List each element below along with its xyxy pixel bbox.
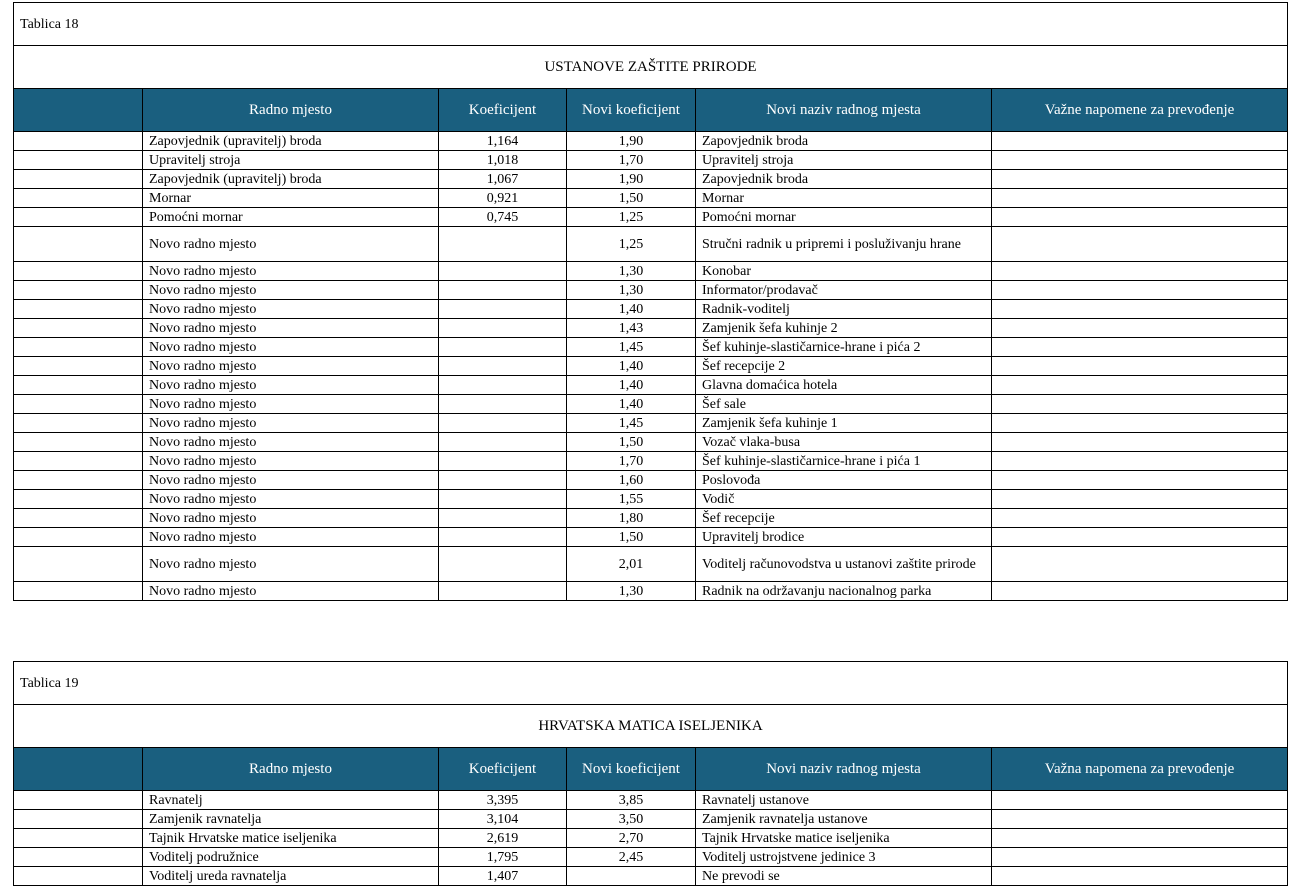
koeficijent-cell — [439, 395, 567, 414]
novi-koeficijent-cell: 1,60 — [567, 471, 696, 490]
table-row — [14, 357, 1288, 376]
koeficijent-cell — [439, 452, 567, 471]
napomena-cell — [992, 262, 1288, 281]
napomena-cell — [992, 376, 1288, 395]
napomena-cell — [992, 281, 1288, 300]
blank-cell — [14, 810, 143, 829]
novi-naziv-cell: Radnik na održavanju nacionalnog parka — [696, 582, 992, 601]
novi-naziv-cell: Zamjenik šefa kuhinje 2 — [696, 319, 992, 338]
novi-naziv-cell: Zapovjednik broda — [696, 170, 992, 189]
novi-koeficijent-cell: 1,55 — [567, 490, 696, 509]
koeficijent-cell — [439, 471, 567, 490]
table-row — [14, 227, 1288, 262]
novi-naziv-cell: Zapovjednik broda — [696, 132, 992, 151]
table-row — [14, 452, 1288, 471]
radno-mjesto-cell: Pomoćni mornar — [143, 208, 439, 227]
novi-koeficijent-cell: 1,30 — [567, 582, 696, 601]
blank-cell — [14, 452, 143, 471]
napomena-cell — [992, 227, 1288, 262]
koeficijent-cell — [439, 414, 567, 433]
koeficijent-cell — [439, 433, 567, 452]
header-novi-koeficijent: Novi koeficijent — [567, 89, 696, 132]
koeficijent-cell: 0,745 — [439, 208, 567, 227]
napomena-cell — [992, 452, 1288, 471]
koeficijent-cell — [439, 357, 567, 376]
blank-cell — [14, 208, 143, 227]
novi-naziv-cell: Ravnatelj ustanove — [696, 791, 992, 810]
napomena-cell — [992, 490, 1288, 509]
novi-naziv-cell: Glavna domaćica hotela — [696, 376, 992, 395]
radno-mjesto-cell: Upravitelj stroja — [143, 151, 439, 170]
napomena-cell — [992, 810, 1288, 829]
table-row — [14, 414, 1288, 433]
novi-naziv-cell: Šef sale — [696, 395, 992, 414]
table-row — [14, 582, 1288, 601]
radno-mjesto-cell: Novo radno mjesto — [143, 471, 439, 490]
koeficijent-cell: 1,795 — [439, 848, 567, 867]
table-title: HRVATSKA MATICA ISELJENIKA — [14, 705, 1288, 748]
table-row — [14, 151, 1288, 170]
radno-mjesto-cell: Novo radno mjesto — [143, 300, 439, 319]
koeficijent-cell: 0,921 — [439, 189, 567, 208]
header-radno-mjesto: Radno mjesto — [143, 748, 439, 791]
novi-naziv-cell: Šef kuhinje-slastičarnice-hrane i pića 2 — [696, 338, 992, 357]
koeficijent-cell — [439, 528, 567, 547]
radno-mjesto-cell: Novo radno mjesto — [143, 547, 439, 582]
blank-cell — [14, 170, 143, 189]
radno-mjesto-cell: Novo radno mjesto — [143, 281, 439, 300]
radno-mjesto-cell: Novo radno mjesto — [143, 452, 439, 471]
radno-mjesto-cell: Zapovjednik (upravitelj) broda — [143, 132, 439, 151]
table-row — [14, 867, 1288, 886]
novi-koeficijent-cell: 2,01 — [567, 547, 696, 582]
radno-mjesto-cell: Novo radno mjesto — [143, 414, 439, 433]
novi-naziv-cell: Upravitelj stroja — [696, 151, 992, 170]
napomena-cell — [992, 395, 1288, 414]
blank-cell — [14, 414, 143, 433]
napomena-cell — [992, 132, 1288, 151]
novi-naziv-cell: Upravitelj brodice — [696, 528, 992, 547]
koeficijent-cell: 3,395 — [439, 791, 567, 810]
table-19 — [13, 661, 1288, 886]
napomena-cell — [992, 848, 1288, 867]
novi-koeficijent-cell: 3,50 — [567, 810, 696, 829]
table-row — [14, 132, 1288, 151]
napomena-cell — [992, 867, 1288, 886]
radno-mjesto-cell: Ravnatelj — [143, 791, 439, 810]
header-koeficijent: Koeficijent — [439, 89, 567, 132]
radno-mjesto-cell: Novo radno mjesto — [143, 319, 439, 338]
blank-cell — [14, 433, 143, 452]
blank-cell — [14, 300, 143, 319]
table-row — [14, 433, 1288, 452]
blank-cell — [14, 395, 143, 414]
blank-cell — [14, 151, 143, 170]
novi-koeficijent-cell: 1,40 — [567, 376, 696, 395]
table-row — [14, 395, 1288, 414]
novi-naziv-cell: Vodič — [696, 490, 992, 509]
napomena-cell — [992, 151, 1288, 170]
radno-mjesto-cell: Novo radno mjesto — [143, 262, 439, 281]
table-row — [14, 189, 1288, 208]
table-row — [14, 829, 1288, 848]
koeficijent-cell: 2,619 — [439, 829, 567, 848]
table-caption: Tablica 18 — [14, 3, 1288, 46]
blank-cell — [14, 338, 143, 357]
koeficijent-cell — [439, 338, 567, 357]
novi-naziv-cell: Radnik-voditelj — [696, 300, 992, 319]
table-row — [14, 509, 1288, 528]
koeficijent-cell — [439, 509, 567, 528]
radno-mjesto-cell: Novo radno mjesto — [143, 376, 439, 395]
radno-mjesto-cell: Novo radno mjesto — [143, 490, 439, 509]
table-row — [14, 528, 1288, 547]
napomena-cell — [992, 319, 1288, 338]
novi-naziv-cell: Zamjenik ravnatelja ustanove — [696, 810, 992, 829]
radno-mjesto-cell: Novo radno mjesto — [143, 582, 439, 601]
novi-naziv-cell: Šef recepcije — [696, 509, 992, 528]
napomena-cell — [992, 547, 1288, 582]
blank-cell — [14, 189, 143, 208]
radno-mjesto-cell: Novo radno mjesto — [143, 395, 439, 414]
blank-cell — [14, 281, 143, 300]
napomena-cell — [992, 357, 1288, 376]
novi-koeficijent-cell: 1,40 — [567, 300, 696, 319]
blank-cell — [14, 490, 143, 509]
novi-koeficijent-cell: 1,40 — [567, 395, 696, 414]
table-18-body — [14, 3, 1288, 601]
koeficijent-cell: 1,067 — [439, 170, 567, 189]
novi-koeficijent-cell: 1,50 — [567, 528, 696, 547]
header-radno-mjesto: Radno mjesto — [143, 89, 439, 132]
novi-naziv-cell: Mornar — [696, 189, 992, 208]
table-row — [14, 848, 1288, 867]
radno-mjesto-cell: Novo radno mjesto — [143, 509, 439, 528]
novi-koeficijent-cell: 1,30 — [567, 262, 696, 281]
radno-mjesto-cell: Novo radno mjesto — [143, 357, 439, 376]
napomena-cell — [992, 208, 1288, 227]
novi-koeficijent-cell: 1,70 — [567, 151, 696, 170]
blank-cell — [14, 471, 143, 490]
napomena-cell — [992, 300, 1288, 319]
koeficijent-cell — [439, 319, 567, 338]
novi-naziv-cell: Informator/prodavač — [696, 281, 992, 300]
header-blank — [14, 748, 143, 791]
napomena-cell — [992, 433, 1288, 452]
table-caption: Tablica 19 — [14, 662, 1288, 705]
koeficijent-cell — [439, 300, 567, 319]
blank-cell — [14, 132, 143, 151]
novi-naziv-cell: Pomoćni mornar — [696, 208, 992, 227]
novi-naziv-cell: Ne prevodi se — [696, 867, 992, 886]
table-row — [14, 262, 1288, 281]
blank-cell — [14, 582, 143, 601]
novi-koeficijent-cell: 1,90 — [567, 170, 696, 189]
radno-mjesto-cell: Novo radno mjesto — [143, 227, 439, 262]
novi-koeficijent-cell: 3,85 — [567, 791, 696, 810]
radno-mjesto-cell: Zapovjednik (upravitelj) broda — [143, 170, 439, 189]
novi-koeficijent-cell: 1,50 — [567, 189, 696, 208]
koeficijent-cell — [439, 547, 567, 582]
radno-mjesto-cell: Novo radno mjesto — [143, 338, 439, 357]
header-koeficijent: Koeficijent — [439, 748, 567, 791]
novi-koeficijent-cell: 1,80 — [567, 509, 696, 528]
novi-naziv-cell: Šef recepcije 2 — [696, 357, 992, 376]
koeficijent-cell: 3,104 — [439, 810, 567, 829]
napomena-cell — [992, 471, 1288, 490]
blank-cell — [14, 791, 143, 810]
radno-mjesto-cell: Mornar — [143, 189, 439, 208]
blank-cell — [14, 867, 143, 886]
blank-cell — [14, 319, 143, 338]
radno-mjesto-cell: Tajnik Hrvatske matice iseljenika — [143, 829, 439, 848]
radno-mjesto-cell: Novo radno mjesto — [143, 528, 439, 547]
blank-cell — [14, 829, 143, 848]
table-title: USTANOVE ZAŠTITE PRIRODE — [14, 46, 1288, 89]
koeficijent-cell — [439, 227, 567, 262]
table-row — [14, 281, 1288, 300]
table-row — [14, 791, 1288, 810]
napomena-cell — [992, 338, 1288, 357]
koeficijent-cell — [439, 582, 567, 601]
table-row — [14, 319, 1288, 338]
novi-koeficijent-cell: 1,45 — [567, 338, 696, 357]
table-row — [14, 170, 1288, 189]
novi-koeficijent-cell: 1,70 — [567, 452, 696, 471]
novi-koeficijent-cell — [567, 867, 696, 886]
koeficijent-cell — [439, 281, 567, 300]
table-row — [14, 338, 1288, 357]
novi-koeficijent-cell: 1,45 — [567, 414, 696, 433]
header-napomene: Važna napomena za prevođenje — [992, 748, 1288, 791]
novi-koeficijent-cell: 1,25 — [567, 208, 696, 227]
napomena-cell — [992, 829, 1288, 848]
novi-naziv-cell: Tajnik Hrvatske matice iseljenika — [696, 829, 992, 848]
blank-cell — [14, 528, 143, 547]
table-row — [14, 471, 1288, 490]
novi-naziv-cell: Voditelj računovodstva u ustanovi zaštite prirode — [696, 547, 992, 582]
novi-koeficijent-cell: 2,45 — [567, 848, 696, 867]
napomena-cell — [992, 414, 1288, 433]
table-row — [14, 810, 1288, 829]
table-row — [14, 208, 1288, 227]
header-novi-naziv: Novi naziv radnog mjesta — [696, 748, 992, 791]
table-row — [14, 547, 1288, 582]
radno-mjesto-cell: Voditelj ureda ravnatelja — [143, 867, 439, 886]
blank-cell — [14, 509, 143, 528]
novi-koeficijent-cell: 1,25 — [567, 227, 696, 262]
novi-naziv-cell: Šef kuhinje-slastičarnice-hrane i pića 1 — [696, 452, 992, 471]
novi-naziv-cell: Stručni radnik u pripremi i posluživanju hrane — [696, 227, 992, 262]
napomena-cell — [992, 170, 1288, 189]
koeficijent-cell: 1,164 — [439, 132, 567, 151]
header-novi-naziv: Novi naziv radnog mjesta — [696, 89, 992, 132]
header-napomene: Važne napomene za prevođenje — [992, 89, 1288, 132]
napomena-cell — [992, 528, 1288, 547]
koeficijent-cell: 1,407 — [439, 867, 567, 886]
radno-mjesto-cell: Zamjenik ravnatelja — [143, 810, 439, 829]
novi-koeficijent-cell: 1,43 — [567, 319, 696, 338]
napomena-cell — [992, 189, 1288, 208]
koeficijent-cell — [439, 376, 567, 395]
novi-naziv-cell: Vozač vlaka-busa — [696, 433, 992, 452]
header-row — [14, 89, 1288, 132]
blank-cell — [14, 227, 143, 262]
novi-naziv-cell: Konobar — [696, 262, 992, 281]
novi-koeficijent-cell: 2,70 — [567, 829, 696, 848]
napomena-cell — [992, 509, 1288, 528]
novi-koeficijent-cell: 1,90 — [567, 132, 696, 151]
novi-naziv-cell: Voditelj ustrojstvene jedinice 3 — [696, 848, 992, 867]
table-row — [14, 376, 1288, 395]
table-18 — [13, 2, 1288, 601]
header-blank — [14, 89, 143, 132]
table-row — [14, 490, 1288, 509]
header-row — [14, 748, 1288, 791]
header-novi-koeficijent: Novi koeficijent — [567, 748, 696, 791]
koeficijent-cell: 1,018 — [439, 151, 567, 170]
koeficijent-cell — [439, 490, 567, 509]
table-19-body — [14, 662, 1288, 886]
novi-koeficijent-cell: 1,50 — [567, 433, 696, 452]
novi-koeficijent-cell: 1,30 — [567, 281, 696, 300]
blank-cell — [14, 848, 143, 867]
blank-cell — [14, 262, 143, 281]
novi-naziv-cell: Poslovođa — [696, 471, 992, 490]
napomena-cell — [992, 582, 1288, 601]
blank-cell — [14, 547, 143, 582]
radno-mjesto-cell: Voditelj podružnice — [143, 848, 439, 867]
blank-cell — [14, 376, 143, 395]
napomena-cell — [992, 791, 1288, 810]
blank-cell — [14, 357, 143, 376]
novi-koeficijent-cell: 1,40 — [567, 357, 696, 376]
radno-mjesto-cell: Novo radno mjesto — [143, 433, 439, 452]
table-row — [14, 300, 1288, 319]
koeficijent-cell — [439, 262, 567, 281]
novi-naziv-cell: Zamjenik šefa kuhinje 1 — [696, 414, 992, 433]
